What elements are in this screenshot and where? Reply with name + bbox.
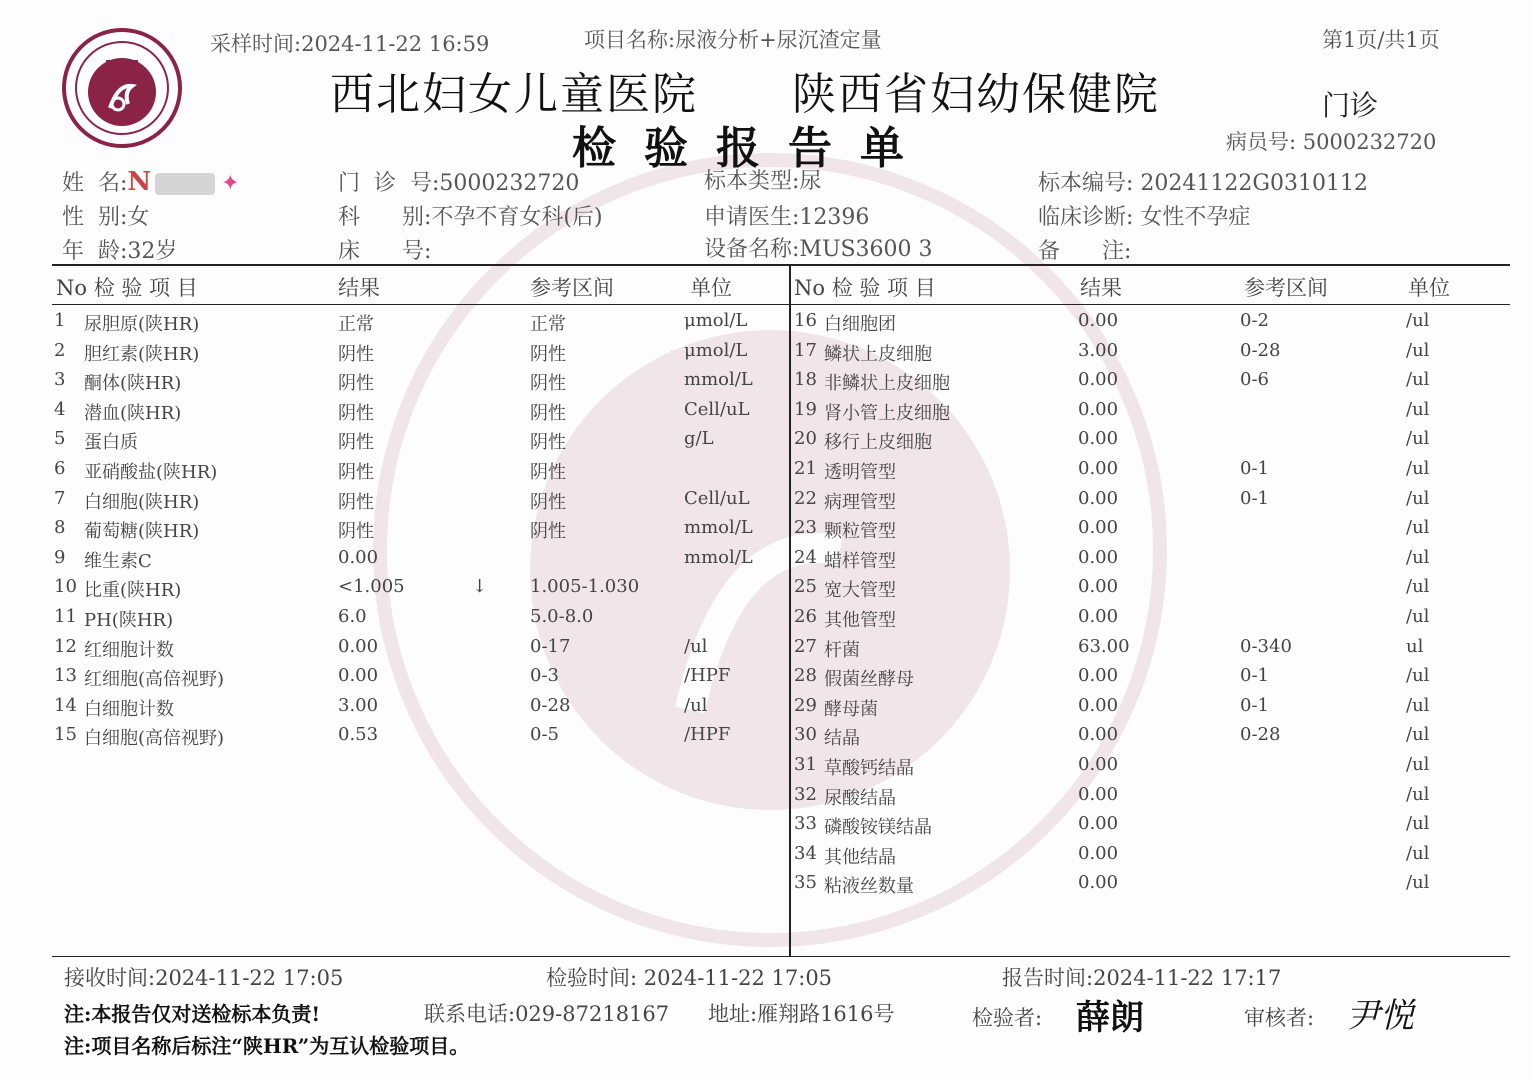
cell-item: 尿胆原(陕HR) <box>84 314 200 335</box>
cell-result: 阴性 <box>338 402 374 424</box>
cell-no: 17 <box>794 339 817 361</box>
name-label: 姓 名: <box>62 171 128 196</box>
right-header-result: 结果 <box>1080 276 1122 300</box>
cell-result: 0.00 <box>1078 842 1119 864</box>
cell-result: 阴性 <box>338 432 374 454</box>
address: 地址:雁翔路1616号 <box>708 1002 895 1026</box>
cell-unit: /ul <box>1406 724 1430 746</box>
specimen-type: 尿 <box>799 169 822 194</box>
left-header-range: 参考区间 <box>530 276 614 300</box>
cell-unit: /ul <box>1406 339 1430 361</box>
cell-item: 白细胞团 <box>824 314 896 335</box>
cell-result: 0.00 <box>1078 694 1119 716</box>
cell-no: 10 <box>54 576 77 598</box>
cell-result: 阴性 <box>338 373 374 395</box>
left-header-result: 结果 <box>338 276 380 300</box>
cell-result: 0.00 <box>1078 546 1119 568</box>
reviewer-label: 审核者: <box>1244 1006 1315 1030</box>
cell-item: 白细胞计数 <box>84 698 174 720</box>
sparkle-icon: ✦ <box>221 171 240 196</box>
cell-result: 阴性 <box>338 521 374 543</box>
cell-no: 18 <box>794 369 817 391</box>
patient-name: N <box>127 167 152 197</box>
remark-label: 备 注: <box>1038 239 1132 264</box>
cell-item: 非鳞状上皮细胞 <box>824 373 950 395</box>
tester-signature: 薛朗 <box>1076 998 1144 1038</box>
cell-no: 13 <box>54 665 77 687</box>
report-time: 2024-11-22 17:17 <box>1093 966 1282 990</box>
cell-range: 阴性 <box>530 521 566 543</box>
item-name-label: 项目名称: <box>584 28 676 52</box>
cell-result: 0.00 <box>1078 754 1119 775</box>
cell-item: 病理管型 <box>824 491 896 513</box>
cell-result: 0.00 <box>1078 458 1119 479</box>
doctor-label: 申请医生: <box>704 205 800 230</box>
cell-no: 5 <box>54 428 66 450</box>
device: MUS3600 3 <box>799 237 933 262</box>
cell-unit: /ul <box>1406 517 1430 539</box>
right-header-unit: 单位 <box>1408 276 1450 300</box>
cell-item: 移行上皮细胞 <box>824 432 932 454</box>
cell-result: 0.00 <box>1078 369 1119 391</box>
cell-no: 15 <box>54 724 77 746</box>
name-redaction <box>155 173 215 195</box>
cell-unit: /ul <box>1406 754 1430 775</box>
cell-item: 透明管型 <box>824 462 896 483</box>
cell-item: 比重(陕HR) <box>84 580 182 602</box>
cell-item: 红细胞计数 <box>84 639 174 661</box>
cell-range: 阴性 <box>530 373 566 395</box>
diagnosis-label: 临床诊断: <box>1038 205 1134 230</box>
cell-result: 阴性 <box>338 462 374 483</box>
cell-unit: /ul <box>1406 576 1430 598</box>
cell-unit: /ul <box>1406 310 1430 331</box>
left-header-item: No 检 验 项 目 <box>56 276 198 300</box>
cell-no: 27 <box>794 635 817 657</box>
patient-no-label: 病员号: <box>1226 130 1297 154</box>
cell-flag: ↓ <box>472 576 488 598</box>
report-title: 检验报告单 <box>572 123 932 174</box>
cell-result: 0.00 <box>1078 576 1119 598</box>
cell-unit: /ul <box>1406 842 1430 864</box>
dept: 不孕不育女科(后) <box>431 205 603 230</box>
cell-result: 阴性 <box>338 343 374 365</box>
cell-item: 颗粒管型 <box>824 521 896 543</box>
cell-result: 3.00 <box>1078 339 1119 361</box>
specimen-no: 20241122G0310112 <box>1140 171 1368 196</box>
cell-item: 杆菌 <box>824 639 860 661</box>
cell-item: 草酸钙结晶 <box>824 758 914 779</box>
cell-range: 0-6 <box>1240 369 1269 391</box>
cell-item: 宽大管型 <box>824 580 896 602</box>
cell-range: 0-5 <box>530 724 559 746</box>
cell-unit: ul <box>1406 635 1424 657</box>
bed-label: 床 号: <box>338 239 432 264</box>
cell-unit: /ul <box>1406 369 1430 391</box>
cell-range: 0-1 <box>1240 487 1269 509</box>
cell-item: 其他结晶 <box>824 846 896 868</box>
cell-range: 0-17 <box>530 635 571 657</box>
cell-unit: mmol/L <box>684 369 753 391</box>
cell-result: 3.00 <box>338 694 379 716</box>
cell-no: 19 <box>794 398 817 420</box>
cell-item: 结晶 <box>824 728 860 750</box>
table-center-divider <box>789 266 791 956</box>
hospital-seal-logo <box>58 26 186 150</box>
age-label: 年 龄: <box>62 239 128 264</box>
cell-range: 0-340 <box>1240 635 1292 657</box>
cell-range: 阴性 <box>530 432 566 454</box>
cell-no: 25 <box>794 576 817 598</box>
cell-item: 粘液丝数量 <box>824 876 914 898</box>
watermark-seal <box>370 150 1170 950</box>
cell-no: 8 <box>54 517 66 539</box>
cell-unit: /ul <box>1406 665 1430 687</box>
cell-range: 0-28 <box>1240 339 1281 361</box>
cell-range: 0-28 <box>1240 724 1281 746</box>
cell-no: 9 <box>54 546 66 568</box>
receive-time: 2024-11-22 17:05 <box>155 966 344 990</box>
specimen-no-label: 标本编号: <box>1038 171 1134 196</box>
cell-result: 0.00 <box>1078 783 1119 805</box>
test-label: 检验时间: <box>546 966 638 990</box>
cell-result: 0.00 <box>1078 517 1119 539</box>
reviewer-signature: 尹悦 <box>1346 996 1414 1036</box>
cell-item: 潜血(陕HR) <box>84 402 182 424</box>
cell-item: 亚硝酸盐(陕HR) <box>84 462 218 483</box>
cell-item: 尿酸结晶 <box>824 787 896 809</box>
cell-no: 2 <box>54 339 66 361</box>
cell-no: 24 <box>794 546 817 568</box>
cell-range: 0-28 <box>530 694 571 716</box>
cell-range: 0-1 <box>1240 458 1269 479</box>
cell-no: 28 <box>794 665 817 687</box>
dept-label: 科 别: <box>338 205 432 230</box>
diagnosis: 女性不孕症 <box>1140 205 1251 230</box>
cell-range: 0-1 <box>1240 665 1269 687</box>
cell-unit: Cell/uL <box>684 398 750 420</box>
cell-range: 阴性 <box>530 491 566 513</box>
cell-range: 0-1 <box>1240 694 1269 716</box>
right-header-range: 参考区间 <box>1244 276 1328 300</box>
cell-no: 6 <box>54 458 66 479</box>
cell-result: <1.005 <box>338 576 405 598</box>
table-top-rule <box>52 264 1510 266</box>
cell-result: 0.00 <box>1078 665 1119 687</box>
cell-item: 白细胞(陕HR) <box>84 491 200 513</box>
cell-range: 阴性 <box>530 343 566 365</box>
cell-no: 22 <box>794 487 817 509</box>
cell-result: 6.0 <box>338 606 367 627</box>
cell-item: 鳞状上皮细胞 <box>824 343 932 365</box>
cell-range: 阴性 <box>530 462 566 483</box>
cell-range: 正常 <box>530 314 566 335</box>
cell-item: 肾小管上皮细胞 <box>824 402 950 424</box>
cell-unit: /ul <box>1406 694 1430 716</box>
cell-no: 4 <box>54 398 66 420</box>
cell-unit: /ul <box>1406 487 1430 509</box>
cell-no: 3 <box>54 369 66 391</box>
cell-no: 33 <box>794 813 817 835</box>
cell-item: 红细胞(高倍视野) <box>84 669 225 691</box>
contact-phone: 联系电话:029-87218167 <box>424 1002 670 1026</box>
cell-result: 0.00 <box>1078 487 1119 509</box>
visit-type: 门诊 <box>1322 89 1379 122</box>
item-name: 尿液分析+尿沉渣定量 <box>675 28 882 52</box>
age: 32岁 <box>127 239 178 264</box>
cell-no: 12 <box>54 635 77 657</box>
cell-result: 0.00 <box>338 635 379 657</box>
cell-unit: μmol/L <box>684 339 748 361</box>
right-header-item: No 检 验 项 目 <box>794 276 936 300</box>
cell-result: 0.00 <box>1078 724 1119 746</box>
device-label: 设备名称: <box>704 237 800 262</box>
cell-no: 16 <box>794 310 817 331</box>
hospital-name-2: 陕西省妇幼保健院 <box>792 69 1160 120</box>
cell-no: 23 <box>794 517 817 539</box>
cell-result: 0.00 <box>338 665 379 687</box>
cell-range: 1.005-1.030 <box>530 576 640 598</box>
cell-no: 30 <box>794 724 817 746</box>
cell-unit: /ul <box>684 694 708 716</box>
report-label: 报告时间: <box>1002 966 1094 990</box>
cell-item: 蜡样管型 <box>824 550 896 572</box>
hospital-name-1: 西北妇女儿童医院 <box>330 69 698 120</box>
cell-no: 35 <box>794 872 817 894</box>
cell-unit: /ul <box>1406 398 1430 420</box>
cell-no: 1 <box>54 310 66 331</box>
cell-unit: /HPF <box>684 724 731 746</box>
cell-no: 26 <box>794 606 817 627</box>
cell-item: 酵母菌 <box>824 698 878 720</box>
cell-no: 31 <box>794 754 817 775</box>
cell-unit: /ul <box>1406 458 1430 479</box>
cell-unit: /ul <box>1406 813 1430 835</box>
cell-range: 阴性 <box>530 402 566 424</box>
cell-range: 5.0-8.0 <box>530 606 594 627</box>
cell-result: 0.00 <box>1078 606 1119 627</box>
cell-result: 0.00 <box>1078 813 1119 835</box>
cell-result: 0.00 <box>1078 872 1119 894</box>
cell-no: 14 <box>54 694 77 716</box>
cell-unit: /HPF <box>684 665 731 687</box>
cell-unit: g/L <box>684 428 714 450</box>
test-time: 2024-11-22 17:05 <box>643 966 833 990</box>
cell-result: 0.00 <box>1078 310 1119 331</box>
gender: 女 <box>127 205 150 230</box>
cell-result: 阴性 <box>338 491 374 513</box>
cell-unit: /ul <box>684 635 708 657</box>
cell-unit: mmol/L <box>684 517 753 539</box>
note-responsibility: 注:本报告仅对送检标本负责! <box>64 1002 321 1026</box>
note-mutual-recognition: 注:项目名称后标注“陕HR”为互认检验项目。 <box>64 1034 470 1058</box>
page-info: 第1页/共1页 <box>1322 28 1440 52</box>
cell-unit: /ul <box>1406 872 1430 894</box>
cell-no: 20 <box>794 428 817 450</box>
cell-item: 其他管型 <box>824 610 896 631</box>
doctor: 12396 <box>799 205 870 230</box>
cell-result: 63.00 <box>1078 635 1130 657</box>
gender-label: 性 别: <box>62 205 128 230</box>
cell-item: 酮体(陕HR) <box>84 373 182 395</box>
cell-unit: Cell/uL <box>684 487 750 509</box>
table-header-rule <box>52 304 1510 305</box>
cell-unit: /ul <box>1406 783 1430 805</box>
cell-unit: μmol/L <box>684 310 748 331</box>
patient-no: 5000232720 <box>1302 130 1437 154</box>
cell-item: 胆红素(陕HR) <box>84 343 200 365</box>
cell-unit: mmol/L <box>684 546 753 568</box>
cell-result: 正常 <box>338 314 374 335</box>
clinic-no-label: 门 诊 号: <box>338 171 440 196</box>
table-bottom-rule <box>52 956 1510 957</box>
cell-unit: /ul <box>1406 546 1430 568</box>
cell-item: 维生素C <box>84 550 152 572</box>
cell-unit: /ul <box>1406 428 1430 450</box>
cell-range: 0-3 <box>530 665 559 687</box>
cell-item: 假菌丝酵母 <box>824 669 914 691</box>
receive-label: 接收时间: <box>64 966 156 990</box>
left-header-unit: 单位 <box>690 276 732 300</box>
cell-item: PH(陕HR) <box>84 610 174 631</box>
cell-unit: /ul <box>1406 606 1430 627</box>
specimen-type-label: 标本类型: <box>704 169 800 194</box>
cell-no: 21 <box>794 458 817 479</box>
cell-no: 11 <box>54 606 77 627</box>
sample-time-label: 采样时间: <box>210 32 302 56</box>
cell-no: 29 <box>794 694 817 716</box>
cell-result: 0.00 <box>1078 398 1119 420</box>
cell-range: 0-2 <box>1240 310 1269 331</box>
cell-no: 34 <box>794 842 817 864</box>
cell-result: 0.00 <box>1078 428 1119 450</box>
cell-no: 32 <box>794 783 817 805</box>
cell-item: 磷酸铵镁结晶 <box>824 817 932 839</box>
cell-item: 葡萄糖(陕HR) <box>84 521 200 543</box>
cell-no: 7 <box>54 487 66 509</box>
cell-item: 蛋白质 <box>84 432 138 454</box>
clinic-no: 5000232720 <box>439 171 580 196</box>
tester-label: 检验者: <box>972 1006 1043 1030</box>
cell-item: 白细胞(高倍视野) <box>84 728 225 750</box>
cell-result: 0.53 <box>338 724 379 746</box>
cell-result: 0.00 <box>338 546 379 568</box>
sample-time: 2024-11-22 16:59 <box>301 32 490 56</box>
